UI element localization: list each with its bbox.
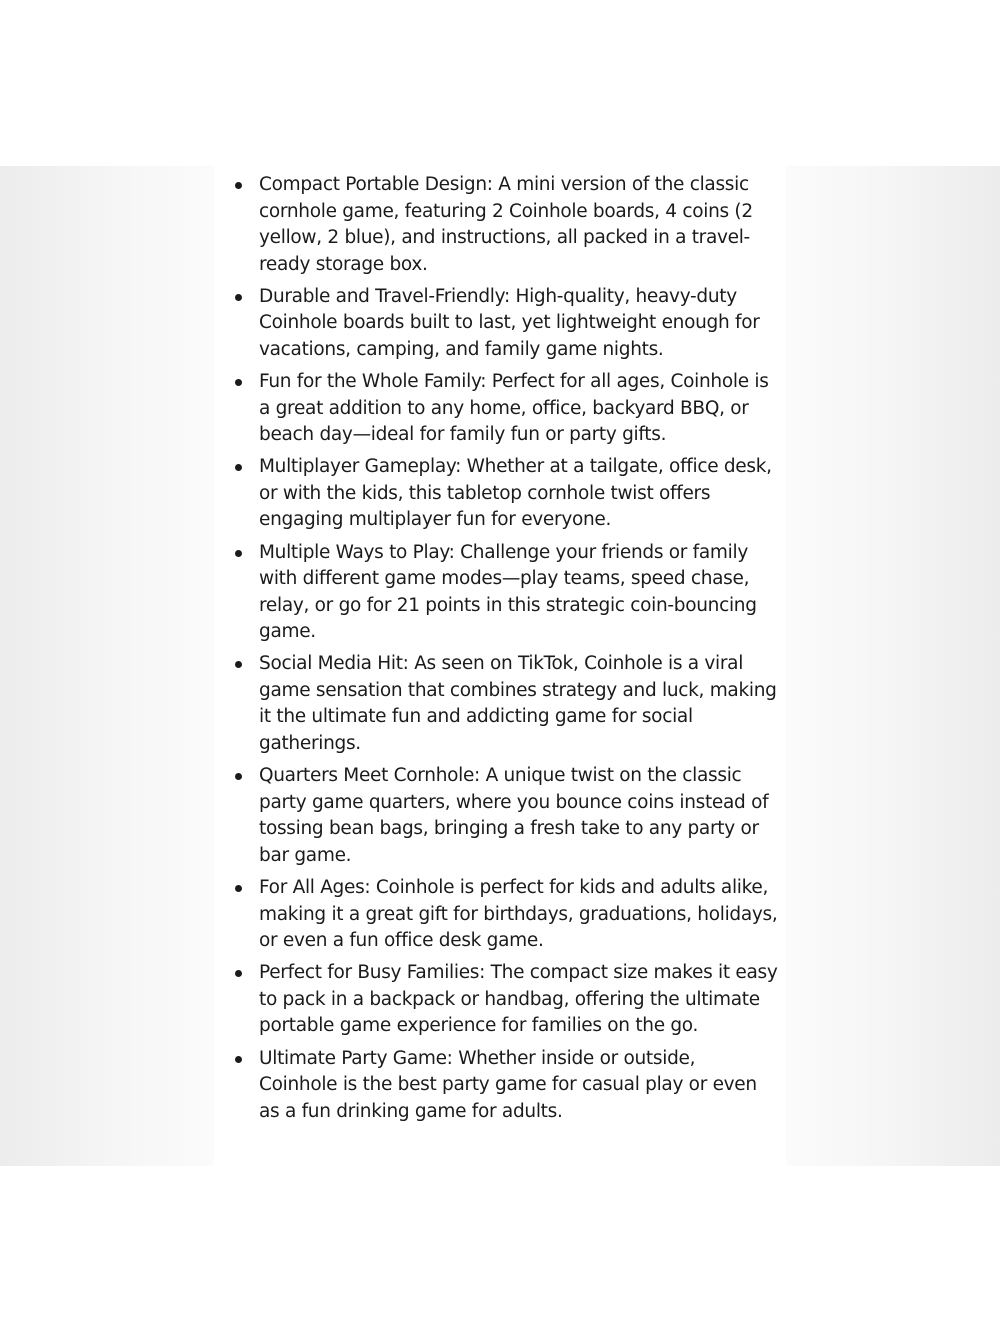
feature-item [214, 763, 779, 869]
feature-item [214, 540, 779, 646]
feature-text: Multiplayer Gameplay: Whether at a tailgate, office desk, or with the kids, this tabletop cornhole twist offers engaging multiplayer fun for everyone. [259, 456, 772, 531]
feature-text: Fun for the Whole Family: Perfect for all ages, Coinhole is a great addition to any home, office, backyard BBQ, or beach day—ideal for family fun or party gifts. [259, 371, 769, 446]
bullet-dot-icon [235, 970, 242, 977]
feature-item [214, 172, 779, 278]
feature-text: Perfect for Busy Families: The compact size makes it easy to pack in a backpack or handbag, offering the ultimate portable game experience for families on the go. [259, 962, 778, 1037]
bullet-dot-icon [235, 773, 242, 780]
feature-item [214, 369, 779, 449]
feature-text: Multiple Ways to Play: Challenge your friends or family with different game modes—play teams, speed chase, relay, or go for 21 points in this strategic coin-bouncing game. [259, 541, 757, 643]
bullet-dot-icon [235, 379, 242, 386]
feature-bullet-list [214, 172, 786, 1131]
bullet-dot-icon [235, 182, 242, 189]
feature-item [214, 1046, 779, 1126]
feature-item [214, 651, 779, 757]
feature-text: Ultimate Party Game: Whether inside or outside, Coinhole is the best party game for casual play or even as a fun drinking game for adults. [259, 1047, 757, 1122]
feature-item [214, 284, 779, 364]
bullet-dot-icon [235, 1056, 242, 1063]
feature-item [214, 875, 779, 955]
feature-item [214, 960, 779, 1040]
bullet-dot-icon [235, 294, 242, 301]
feature-text: Quarters Meet Cornhole: A unique twist on the classic party game quarters, where you bounce coins instead of tossing bean bags, bringing a fresh take to any party or bar game. [259, 765, 769, 866]
feature-text: Compact Portable Design: A mini version of the classic cornhole game, featuring 2 Coinhole boards, 4 coins (2 yellow, 2 blue), and instructions, all packed in a travel-ready storage box. [259, 174, 753, 275]
feature-text: Social Media Hit: As seen on TikTok, Coinhole is a viral game sensation that combines strategy and luck, making it the ultimate fun and addicting game for social gatherings. [259, 653, 777, 754]
feature-text: Durable and Travel-Friendly: High-quality, heavy-duty Coinhole boards built to last, yet lightweight enough for vacations, camping, and family game nights. [259, 285, 760, 360]
bullet-dot-icon [235, 550, 242, 557]
bullet-dot-icon [235, 885, 242, 892]
feature-item [214, 454, 779, 534]
bullet-dot-icon [235, 661, 242, 668]
feature-panel [214, 166, 786, 1166]
bullet-dot-icon [235, 464, 242, 471]
feature-text: For All Ages: Coinhole is perfect for kids and adults alike, making it a great gift for birthdays, graduations, holidays, or even a fun office desk game. [259, 877, 778, 952]
